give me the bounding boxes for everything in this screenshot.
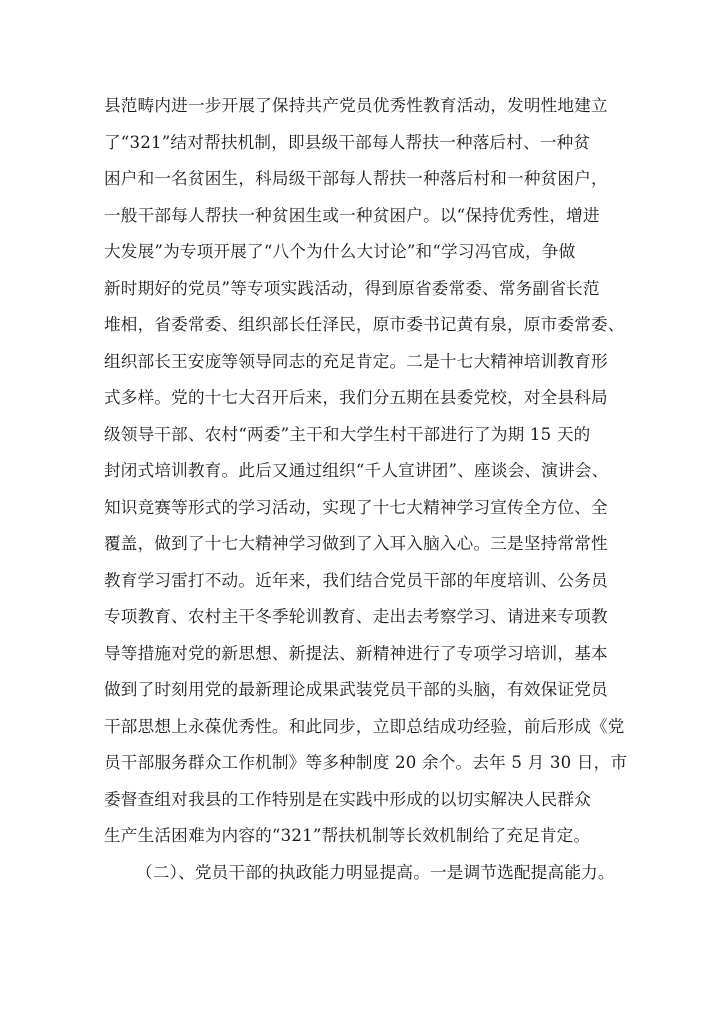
text-line: 大发展”为专项开展了“八个为什么大讨论”和“学习冯官成，争做 bbox=[104, 242, 576, 261]
text-line: 一般干部每人帮扶一种贫困生或一种贫困户。以“保持优秀性，增进 bbox=[104, 205, 600, 225]
text-line: 知识竞赛等形式的学习活动，实现了十七大精神学习宣传全方位、全 bbox=[104, 497, 608, 517]
text-line: 员干部服务群众工作机制》等多种制度 20 余个。去年 5 月 30 日，市 bbox=[104, 753, 628, 772]
text-line: 级领导干部、农村“两委”主干和大学生村干部进行了为期 15 天的 bbox=[104, 424, 591, 444]
text-line: 堆相，省委常委、组织部长任泽民，原市委书记黄有泉，原市委常委、 bbox=[104, 315, 625, 334]
text-line: 生产生活困难为内容的“321”帮扶机制等长效机制给了充足肯定。 bbox=[104, 826, 591, 845]
text-line: 了“321”结对帮扶机制，即县级干部每人帮扶一种落后村、一种贫 bbox=[104, 132, 591, 152]
text-line: 困户和一名贫困生，科局级干部每人帮扶一种落后村和一种贫困户， bbox=[104, 169, 608, 188]
text-line: 委督查组对我县的工作特别是在实践中形成的以切实解决人民群众 bbox=[104, 789, 592, 809]
text-line: 封闭式培训教育。此后又通过组织“千人宣讲团”、座谈会、演讲会、 bbox=[104, 461, 609, 480]
text-line: 县范畴内进一步开展了保持共产党员优秀性教育活动，发明性地建立 bbox=[104, 96, 608, 115]
text-line: 式多样。党的十七大召开后来，我们分五期在县委党校，对全县科局 bbox=[104, 388, 608, 407]
text-line: 导等措施对党的新思想、新提法、新精神进行了专项学习培训，基本 bbox=[104, 643, 608, 663]
text-line: 专项教育、农村主干冬季轮训教育、走出去考察学习、请进来专项教 bbox=[104, 607, 608, 626]
text-line: 新时期好的党员”等专项实践活动，得到原省委常委、常务副省长范 bbox=[104, 278, 600, 298]
body-text bbox=[104, 88, 628, 891]
text-line: 组织部长王安庞等领导同志的充足肯定。二是十七大精神培训教育形 bbox=[104, 351, 608, 371]
text-line: 教育学习雷打不动。近年来，我们结合党员干部的年度培训、公务员 bbox=[104, 570, 608, 590]
text-line: 干部思想上永葆优秀性。和此同步，立即总结成功经验，前后形成《党 bbox=[104, 716, 625, 736]
text-line: 做到了时刻用党的最新理论成果武装党员干部的头脑，有效保证党员 bbox=[104, 680, 608, 699]
section-heading-line: （二）、党员干部的执政能力明显提高。一是调节选配提高能力。 bbox=[136, 862, 615, 882]
text-line: 覆盖，做到了十七大精神学习做到了入耳入脑入心。三是坚持常常性 bbox=[104, 534, 608, 553]
